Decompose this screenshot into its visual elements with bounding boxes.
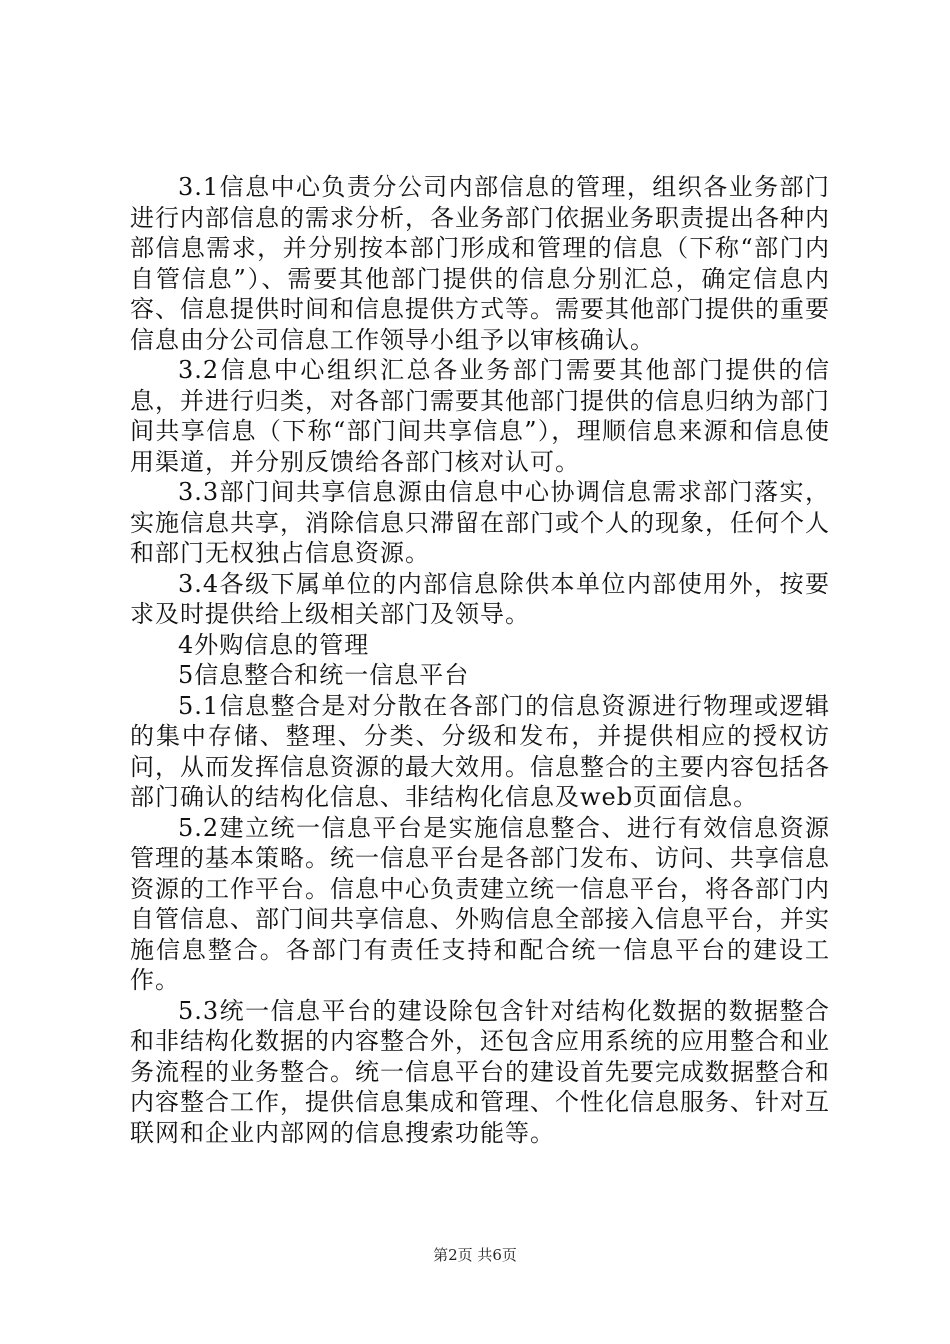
page-footer — [0, 1245, 950, 1265]
paragraph-5-3: 5.3统一信息平台的建设除包含针对结构化数据的数据整合和非结构化数据的内容整合外，还包含应用系统的应用整合和业务流程的业务整合。统一信息平台的建设首先要完成数据整合和内容整合工作，提供信息集成和管理、个性化信息服务、针对互联网和企业内部网的信息搜索功能等。 — [130, 996, 830, 1147]
paragraph-3-2: 3.2信息中心组织汇总各业务部门需要其他部门提供的信息，并进行归类，对各部门需要其他部门提供的信息归纳为部门间共享信息（下称“部门间共享信息”），理顺信息来源和信息使用渠道，并分别反馈给各部门核对认可。 — [130, 356, 830, 476]
section-heading-5: 5信息整合和统一信息平台 — [178, 661, 470, 689]
paragraph-5-1: 5.1信息整合是对分散在各部门的信息资源进行物理或逻辑的集中存储、整理、分类、分级和发布，并提供相应的授权访问，从而发挥信息资源的最大效用。信息整合的主要内容包括各部门确认的结构化信息、非结构化信息及web页面信息。 — [130, 691, 830, 811]
document-body — [130, 172, 830, 1148]
paragraph-3-4: 3.4各级下属单位的内部信息除供本单位内部使用外，按要求及时提供给上级相关部门及领导。 — [130, 569, 830, 628]
paragraph-3-3: 3.3部门间共享信息源由信息中心协调信息需求部门落实，实施信息共享，消除信息只滞留在部门或个人的现象，任何个人和部门无权独占信息资源。 — [130, 478, 830, 567]
section-heading-4: 4外购信息的管理 — [178, 630, 370, 659]
paragraph-5-2: 5.2建立统一信息平台是实施信息整合、进行有效信息资源管理的基本策略。统一信息平台是各部门发布、访问、共享信息资源的工作平台。信息中心负责建立统一信息平台，将各部门内自管信息、部门间共享信息、外购信息全部接入信息平台，并实施信息整合。各部门有责任支持和配合统一信息平台的建设工作。 — [130, 813, 830, 994]
page-number-label: 第2页 共6页 — [433, 1246, 517, 1264]
paragraph-3-1: 3.1信息中心负责分公司内部信息的管理，组织各业务部门进行内部信息的需求分析，各业务部门依据业务职责提出各种内部信息需求，并分别按本部门形成和管理的信息（下称“部门内自管信息”）、需要其他部门提供的信息分别汇总，确定信息内容、信息提供时间和信息提供方式等。需要其他部门提供的重要信息由分公司信息工作领导小组予以审核确认。 — [130, 173, 830, 354]
